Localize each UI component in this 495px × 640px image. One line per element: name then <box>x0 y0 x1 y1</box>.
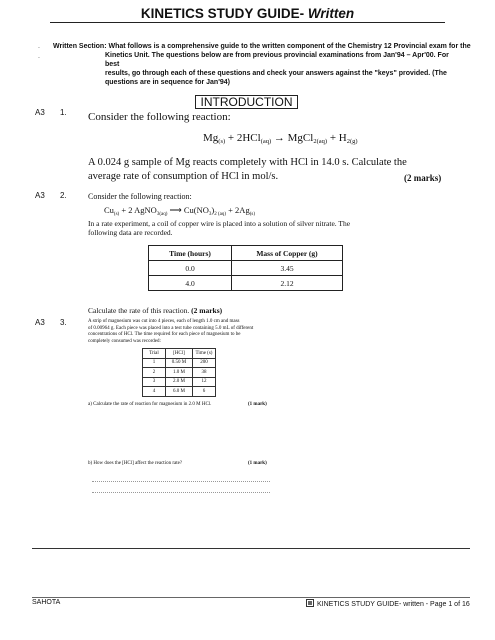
bullet-dot: . <box>38 43 40 50</box>
q1-body-line-2: average rate of consumption of HCl in mol/s. <box>88 171 279 182</box>
eq-term: Cu(NO <box>183 205 209 215</box>
q2-question <box>88 306 222 315</box>
q1-equation <box>203 132 358 145</box>
eq-subscript: (s) <box>218 138 226 145</box>
q2-data-table <box>148 245 343 291</box>
table-row <box>143 368 216 378</box>
eq-subscript: (aq) <box>260 138 272 145</box>
table-cell: 1.0 M <box>166 368 193 378</box>
footer-page-info <box>306 599 470 608</box>
q2-marks: (2 marks) <box>191 306 223 315</box>
eq-term: Cu <box>104 205 114 215</box>
intro-line-2: Kinetics Unit. The questions below are from previous provincial examinations from Jan'94 – Apr'00. For best <box>105 52 449 68</box>
eq-subscript: (s) <box>113 212 120 217</box>
eq-term: MgCl <box>287 132 314 144</box>
section-heading <box>195 95 298 109</box>
eq-term: + 2Ag <box>228 205 250 215</box>
section-divider <box>32 548 470 549</box>
q2-body-line-1: In a rate experiment, a coil of copper wire is placed into a solution of silver nitrate. The <box>88 219 351 228</box>
bullet-dot: . <box>38 53 40 60</box>
table-header: [HCl] <box>166 349 193 359</box>
table-cell: 38 <box>193 368 216 378</box>
q3-body <box>88 319 253 345</box>
table-header-row <box>149 246 343 261</box>
eq-subscript: 2 (aq) <box>214 212 227 217</box>
q2-question-text: Calculate the rate of this reaction. <box>88 306 190 315</box>
table-header: Trial <box>143 349 166 359</box>
table-row <box>143 387 216 397</box>
table-cell: 4 <box>143 387 166 397</box>
q2-reference: A3 <box>35 191 45 200</box>
reaction-arrow-icon: → <box>273 132 285 144</box>
q3-part-a: a) Calculate the rate of reaction for magnesium in 2.0 M HCl. <box>88 402 212 407</box>
eq-subscript: 3(aq) <box>156 212 168 217</box>
q3-body-line-4: completely consumed was recorded: <box>88 338 161 344</box>
eq-subscript: 2(g) <box>346 138 358 145</box>
table-cell: 12 <box>193 377 216 387</box>
answer-line <box>92 481 270 482</box>
eq-term: ) <box>211 205 215 215</box>
page-title <box>50 6 445 23</box>
q3-part-a-marks: (1 mark) <box>248 402 267 407</box>
q2-prompt: Consider the following reaction: <box>88 192 192 201</box>
table-header: Time (hours) <box>149 246 232 261</box>
eq-term: + 2HCl <box>227 132 261 144</box>
footer-rule <box>32 597 470 598</box>
eq-term: + H <box>329 132 347 144</box>
intro-line-1: What follows is a comprehensive guide to the written component of the Chemistry 12 Provincial exam for the <box>108 43 471 50</box>
intro-label: Written Section: <box>53 43 107 50</box>
table-cell: 6 <box>193 387 216 397</box>
q1-reference: A3 <box>35 108 45 117</box>
q2-equation <box>104 205 255 217</box>
table-cell: 2 <box>143 368 166 378</box>
q3-body-line-2: of 0.00964 g. Each piece was placed into a test tube containing 5.0 mL of different <box>88 325 254 331</box>
q3-body-line-1: A strip of magnesium was cut into 4 pieces, each of length 1.0 cm and mass <box>88 319 240 324</box>
q3-number: 3. <box>60 318 67 327</box>
eq-term: + 2 AgNO <box>121 205 157 215</box>
table-header: Mass of Copper (g) <box>232 246 343 261</box>
document-icon <box>306 599 314 607</box>
q3-body-line-3: concentrations of HCl. The time required for each piece of magnesium to be <box>88 332 241 337</box>
section-heading-text: INTRODUCTION <box>200 95 293 109</box>
q3-part-b-marks: (1 mark) <box>248 461 267 466</box>
q3-part-b: b) How does the [HCl] affect the reaction rate? <box>88 461 183 466</box>
reaction-arrow-icon: ⟶ <box>169 205 182 215</box>
title-emphasis: Written <box>307 6 355 21</box>
table-cell: 1 <box>143 358 166 368</box>
table-row <box>143 358 216 368</box>
q3-reference: A3 <box>35 318 45 327</box>
eq-subscript: (s) <box>249 212 255 217</box>
table-cell: 2.12 <box>232 276 343 291</box>
table-cell: 200 <box>193 358 216 368</box>
q3-data-table <box>142 348 216 397</box>
footer-page-text: KINETICS STUDY GUIDE- written - Page 1 of 16 <box>317 601 470 608</box>
eq-subscript: 2(aq) <box>313 138 328 145</box>
q2-body-line-2: following data are recorded. <box>88 228 173 237</box>
intro-line-4: questions are in sequence for Jan'94) <box>105 79 230 86</box>
eq-term: Mg <box>203 132 219 144</box>
table-cell: 0.0 <box>149 261 232 276</box>
table-row <box>149 276 343 291</box>
intro-paragraph <box>53 42 471 87</box>
table-cell: 0.50 M <box>166 358 193 368</box>
table-cell: 6.0 M <box>166 387 193 397</box>
q1-prompt: Consider the following reaction: <box>88 111 231 123</box>
eq-subscript: 3 <box>208 212 212 217</box>
table-row <box>143 377 216 387</box>
table-header-row <box>143 349 216 359</box>
title-main: KINETICS STUDY GUIDE- <box>140 6 308 21</box>
table-cell: 2.0 M <box>166 377 193 387</box>
table-cell: 3.45 <box>232 261 343 276</box>
answer-line <box>92 492 270 493</box>
q2-number: 2. <box>60 191 67 200</box>
q1-number: 1. <box>60 108 67 117</box>
intro-line-3: results, go through each of these questions and check your answers against the "keys" provided. (The <box>105 70 447 77</box>
q1-marks: (2 marks) <box>404 173 442 183</box>
table-header: Time (s) <box>193 349 216 359</box>
table-row <box>149 261 343 276</box>
footer-author: SAHOTA <box>32 599 61 606</box>
table-cell: 4.0 <box>149 276 232 291</box>
table-cell: 3 <box>143 377 166 387</box>
q1-body-line-1: A 0.024 g sample of Mg reacts completely with HCl in 14.0 s. Calculate the <box>88 157 407 168</box>
